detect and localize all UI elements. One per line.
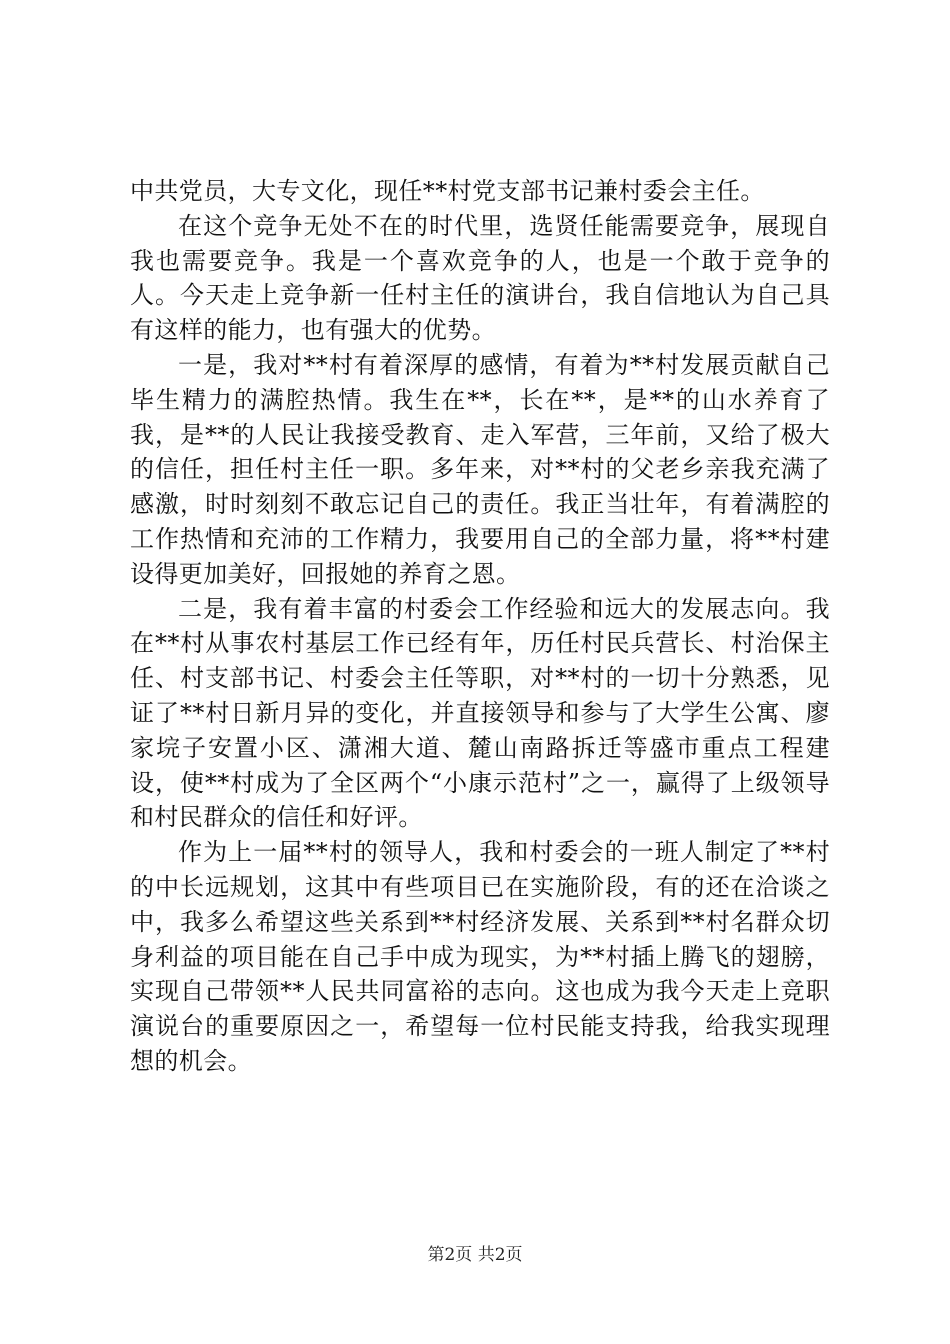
paragraph-continuation: 中共党员，大专文化，现任**村党支部书记兼村委会主任。 <box>130 177 765 205</box>
paragraph-point-one: 一是，我对**村有着深厚的感情，有着为**村发展贡献自己毕生精力的满腔热情。我生在**，长在**，是**的山水养育了我，是**的人民让我接受教育、走入军营，三年前，又给了极大的信任，担任村主任一职。多年来，对**村的父老乡亲我充满了感激，时时刻刻不敢忘记自己的责任。我正当壮年，有着满腔的工作热情和充沛的工作精力，我要用自己的全部力量，将**村建设得更加美好，回报她的养育之恩。 <box>130 350 830 588</box>
paragraph-competition: 在这个竞争无处不在的时代里，选贤任能需要竞争，展现自我也需要竞争。我是一个喜欢竞争的人，也是一个敢于竞争的人。今天走上竞争新一任村主任的演讲台，我自信地认为自己具有这样的能力，也有强大的优势。 <box>130 211 830 345</box>
page-number-footer: 第2页 共2页 <box>427 1245 523 1265</box>
paragraph-point-two: 二是，我有着丰富的村委会工作经验和远大的发展志向。我在**村从事农村基层工作已经有年，历任村民兵营长、村治保主任、村支部书记、村委会主任等职，对**村的一切十分熟悉，见证了**村日新月异的变化，并直接领导和参与了大学生公寓、廖家垸子安置小区、潇湘大道、麓山南路拆迁等盛市重点工程建设，使**村成为了全区两个“小康示范村”之一，赢得了上级领导和村民群众的信任和好评。 <box>130 594 830 832</box>
document-body <box>130 174 830 1079</box>
paragraph-planning: 作为上一届**村的领导人，我和村委会的一班人制定了**村的中长远规划，这其中有些项目已在实施阶段，有的还在洽谈之中，我多么希望这些关系到**村经济发展、关系到**村名群众切身利益的项目能在自己手中成为现实，为**村插上腾飞的翅膀，实现自己带领**人民共同富裕的志向。这也成为我今天走上竞职演说台的重要原因之一，希望每一位村民能支持我，给我实现理想的机会。 <box>130 838 830 1075</box>
